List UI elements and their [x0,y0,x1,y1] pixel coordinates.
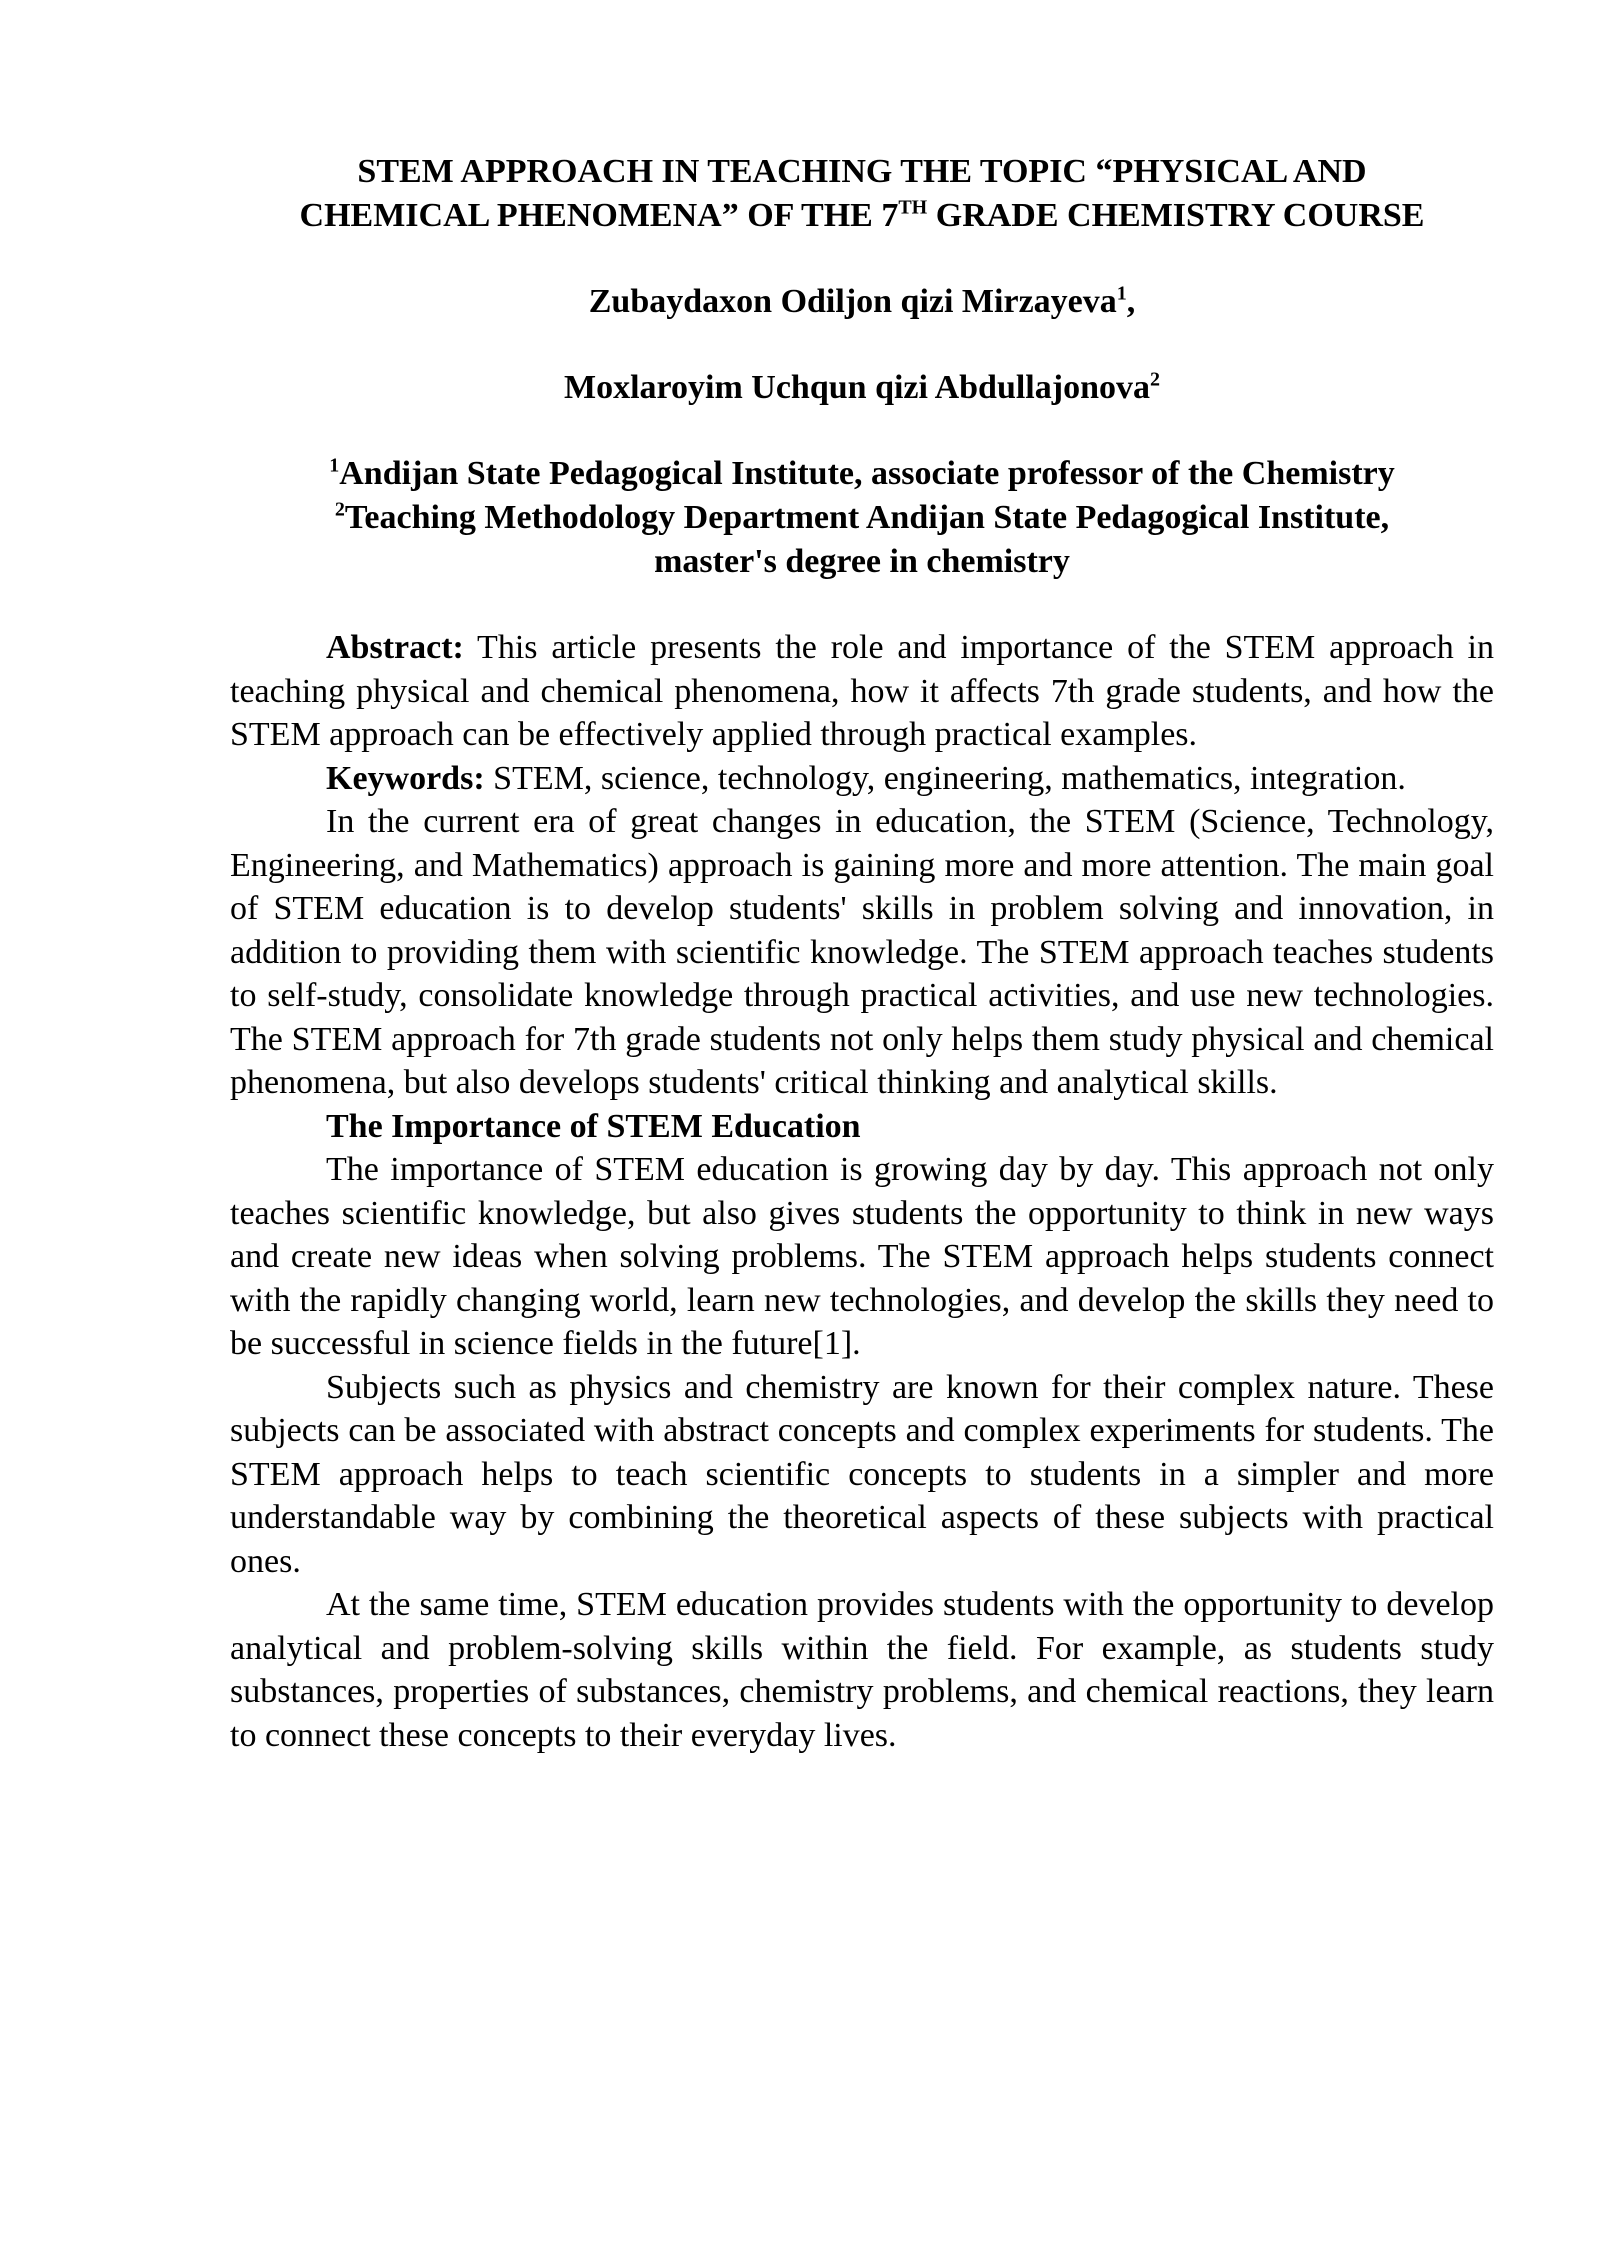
affiliation-line-1 [230,452,1494,496]
affiliation-2-text: Teaching Methodology Department Andijan State Pedagogical Institute, [344,499,1390,536]
keywords-text: STEM, science, technology, engineering, mathematics, integration. [484,759,1406,797]
author-1 [230,280,1494,324]
page-content [230,150,1494,1757]
affiliations [230,452,1494,584]
importance-paragraph: The importance of STEM education is growing day by day. This approach not only teaches scientific knowledge, but also gives students the opportunity to think in new ways and create new ideas when solving problems. The STEM approach helps students connect with the rapidly changing world, learn new technologies, and develop the skills they need to be successful in science fields in the future[1]. [230,1151,1494,1362]
affiliation-line-2 [230,496,1494,540]
affiliation-1-sup: 1 [329,454,340,477]
title-superscript: TH [898,196,928,219]
affiliation-1-text: Andijan State Pedagogical Institute, associate professor of the Chemistry [339,455,1395,492]
subjects-paragraph: Subjects such as physics and chemistry are known for their complex nature. These subjects can be associated with abstract concepts and complex experiments for students. The STEM approach helps to teach scientific concepts to students in a simpler and more understandable way by combining the theoretical aspects of these subjects with practical ones. [230,1368,1494,1580]
same-time-paragraph: At the same time, STEM education provides students with the opportunity to develop analytical and problem-solving skills within the field. For example, as students study substances, properties of substances, chemistry problems, and chemical reactions, they learn to connect these concepts to their everyday lives. [230,1586,1494,1754]
section-heading: The Importance of STEM Education [326,1107,861,1145]
keywords-label: Keywords: [326,759,485,797]
intro-paragraph: In the current era of great changes in education, the STEM (Science, Technology, Engineering, and Mathematics) approach is gaining more and more attention. The main goal of STEM education is to develop students' skills in problem solving and innovation, in addition to providing them with scientific knowledge. The STEM approach teaches students to self-study, consolidate knowledge through practical activities, and use new technologies. The STEM approach for 7th grade students not only helps them study physical and chemical phenomena, but also develops students' critical thinking and analytical skills. [230,803,1494,1101]
author-1-sup: 1 [1116,282,1127,305]
author-2-name: Moxlaroyim Uchqun qizi Abdullajonova [564,369,1150,406]
author-2-sup: 2 [1150,368,1160,391]
affiliation-line-3: master's degree in chemistry [654,543,1070,580]
author-1-name: Zubaydaxon Odiljon qizi Mirzayeva [588,283,1117,320]
keywords [230,757,1494,801]
abstract [230,626,1494,757]
title-line-2-post: GRADE CHEMISTRY COURSE [927,197,1425,234]
title-line-1: STEM APPROACH IN TEACHING THE TOPIC “PHYSICAL AND [357,153,1367,190]
author-1-suffix: , [1126,283,1136,320]
title-line-2-pre: CHEMICAL PHENOMENA” OF THE 7 [299,197,899,234]
abstract-text: This article presents the role and importance of the STEM approach in teaching physical and chemical phenomena, how it affects 7th grade students, and how the STEM approach can be effectively applied through practical examples. [230,629,1494,753]
paper-title [230,150,1494,238]
affiliation-2-sup: 2 [334,498,345,521]
author-2 [230,366,1494,410]
abstract-label: Abstract: [326,629,464,666]
